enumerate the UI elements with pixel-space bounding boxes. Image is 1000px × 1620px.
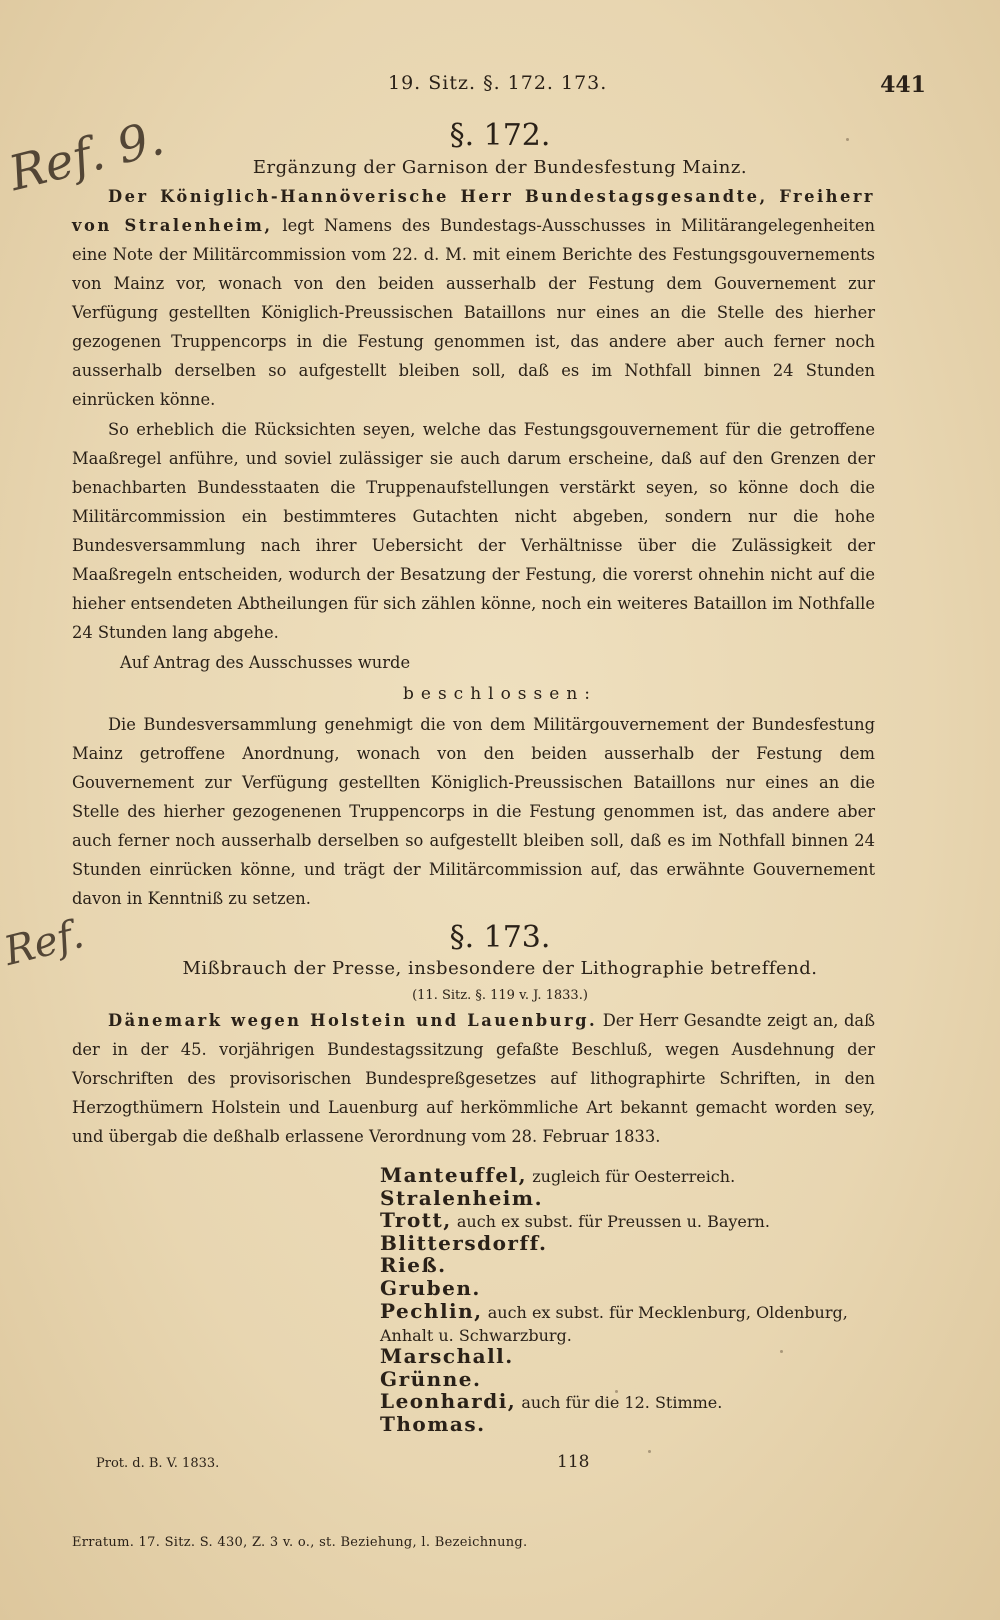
section-172-heading: §. 172.: [449, 118, 551, 153]
list-item: Gruben.: [380, 1275, 481, 1300]
motion-line: Auf Antrag des Ausschusses wurde: [120, 653, 411, 672]
page-header: [60, 72, 940, 102]
section-173-reference: (11. Sitz. §. 119 v. J. 1833.): [412, 988, 588, 1003]
section-172-subtitle: Ergänzung der Garnison der Bundesfestung Mainz.: [252, 157, 748, 178]
paper-speck: [780, 1350, 783, 1353]
list-item: Leonhardi, auch für die 12. Stimme.: [380, 1389, 723, 1414]
list-item: Thomas.: [380, 1411, 486, 1436]
section-172-paragraph-2: So erheblich die Rücksichten seyen, welche das Festungsgouvernement für die getroffene Maaßregel anführe, und soviel zulässiger sie auch darum erscheine, daß auf den Grenzen der benachbarten Bundesstaaten die Truppenaufstellungen verstärkt seyen, so könne doch die Militärcommission ein bestimmteres Gutachten nicht abgeben, sondern nur die hohe Bundesversammlung nach ihrer Uebersicht der Verhältnisse über die Zulässigkeit der Maaßregeln entscheiden, wodurch der Besatzung der Festung, die vorerst ohnehin nicht auf die hieher entsendeten Abtheilungen für sich zählen könne, noch ein weiteres Bataillon im Nothfalle 24 Stunden lang abgehe.: [72, 420, 875, 642]
list-item: Trott, auch ex subst. für Preussen u. Bayern.: [380, 1208, 770, 1233]
list-item: Marschall.: [380, 1344, 514, 1369]
resolved-line: beschlossen:: [403, 684, 597, 704]
section-173-subtitle: Mißbrauch der Presse, insbesondere der Lithographie betreffend.: [182, 958, 818, 979]
protocol-footer: Prot. d. B. V. 1833.: [96, 1456, 220, 1471]
signatory-list: [380, 1165, 900, 1437]
paper-speck: [846, 138, 849, 141]
country-heading: Dänemark wegen Holstein und Lauenburg.: [108, 1011, 598, 1030]
list-item: Stralenheim.: [380, 1185, 544, 1210]
list-item: Rieß.: [380, 1253, 447, 1278]
erratum-line: Erratum. 17. Sitz. S. 430, Z. 3 v. o., st. Beziehung, l. Bezeichnung.: [72, 1535, 528, 1550]
list-item: Blittersdorff.: [380, 1230, 548, 1255]
section-173-paragraph: [72, 1006, 875, 1151]
page-number: 441: [880, 72, 926, 98]
list-item: Grünne.: [380, 1366, 482, 1391]
margin-note-ref-9: Ref. 9.: [3, 109, 170, 203]
section-172-resolution: Die Bundesversammlung genehmigt die von dem Militärgouvernement der Bundesfestung Mainz getroffene Anordnung, wonach von den beiden ausserhalb der Festung dem Gouvernement zur Verfügung gestellten Königlich-Preussischen Bataillons nur eines an die Stelle des hierher gezogenenen Truppencorps in die Festung genommen ist, das andere aber auch ferner noch ausserhalb derselben so aufgestellt bleiben soll, daß es im Nothfall binnen 24 Stunden einrücken könne, und trägt der Militärcommission auf, das erwähnte Gouvernement davon in Kenntniß zu setzen.: [72, 715, 875, 908]
list-item: Manteuffel, zugleich für Oesterreich.: [380, 1163, 736, 1187]
paragraph-text: legt Namens des Bundestags-Ausschusses in Militärangelegenheiten eine Note der Militärcommission vom 22. d. M. mit einem Berichte des Festungsgouvernements von Mainz vor, wonach von den beiden ausserhalb der Festung dem Gouvernement zur Verfügung gestellten Königlich-Preussischen Bataillons nur eines an die Stelle des hierher gezogenen Truppencorps in die Festung genommen ist, das andere aber auch ferner noch ausserhalb derselben so aufgestellt bleiben soll, daß es im Nothfall binnen 24 Stunden einrücken könne.: [72, 216, 875, 409]
paper-speck: [648, 1450, 651, 1453]
running-head: 19. Sitz. §. 172. 173.: [388, 72, 608, 94]
envoy-name: Der Königlich-Hannöverische Herr Bundestagsgesandte, Freiherr von Stralenheim,: [72, 187, 875, 235]
list-item: Pechlin, auch ex subst. für Mecklenburg, Oldenburg, Anhalt u. Schwarzburg.: [380, 1298, 848, 1345]
section-172-paragraph-1: [72, 182, 875, 414]
paper-speck: [615, 1390, 618, 1393]
signature-mark: 118: [557, 1452, 590, 1472]
section-173-heading: §. 173.: [449, 920, 551, 955]
paragraph-text: Der Herr Gesandte zeigt an, daß der in der 45. vorjährigen Bundestagssitzung gefaßte Beschluß, wegen Ausdehnung der Vorschriften des provisorischen Bundespreßgesetzes auf lithographirte Schriften, in den Herzogthümern Holstein und Lauenburg auf herkömmliche Art bekannt gemacht worden sey, und übergab die deßhalb erlassene Verordnung vom 28. Februar 1833.: [72, 1011, 875, 1146]
margin-note-ref: Ref.: [0, 911, 89, 975]
